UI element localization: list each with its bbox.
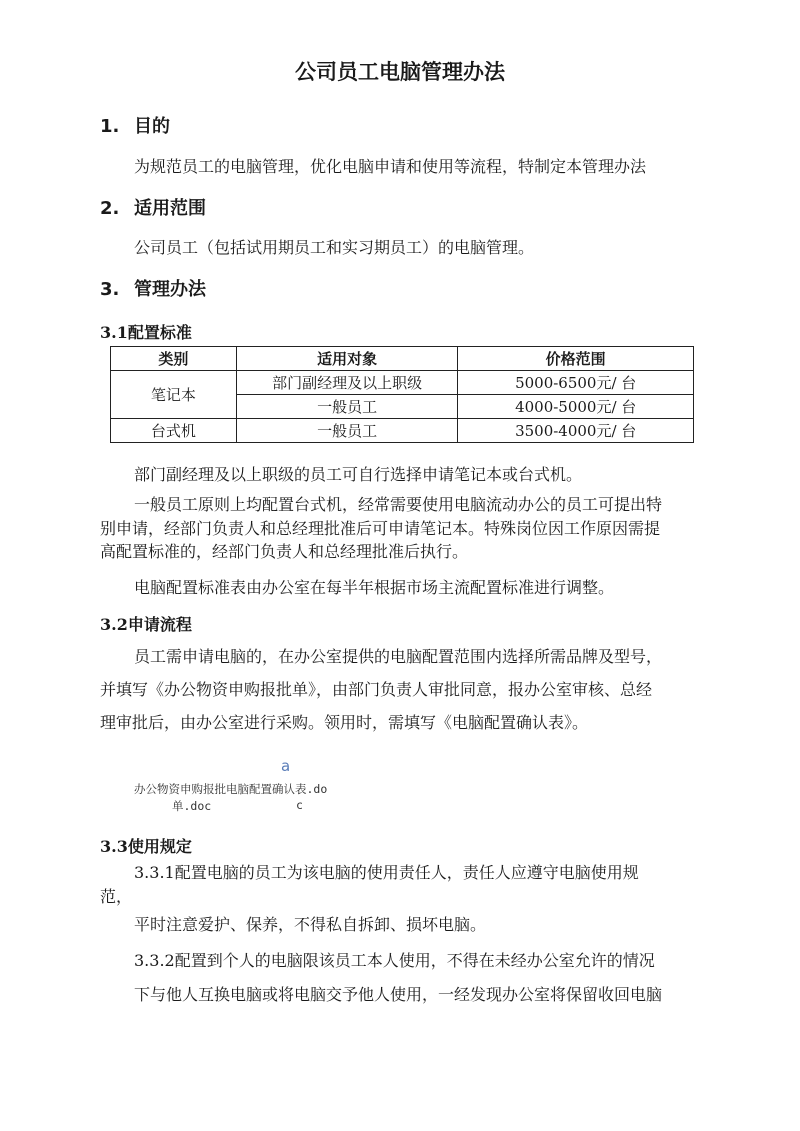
table-header-cell: 适用对象	[236, 347, 458, 371]
section-title: 适用范围	[134, 198, 206, 219]
section-heading-scope	[100, 194, 206, 220]
category-cell-laptop: 笔记本	[111, 371, 237, 419]
section-number: 1.	[100, 116, 120, 137]
target-cell: 一般员工	[236, 395, 458, 419]
attachment-purchase-form-file[interactable]: 单.doc	[172, 799, 212, 813]
application-paragraph-line-1: 员工需申请电脑的，在办公室提供的电脑配置范围内选择所需品牌及型号，	[134, 647, 663, 666]
attachment-file-icon[interactable]: a	[281, 757, 291, 775]
subsection-heading-config: 3.1配置标准	[100, 323, 192, 342]
usage-rule-2-line-1: 3.3.2配置到个人的电脑限该员工本人使用，不得在未经办公室允许的情况	[134, 951, 655, 970]
table-header-cell: 价格范围	[458, 347, 694, 371]
table-header-cell: 类别	[111, 347, 237, 371]
config-standard-table	[110, 346, 694, 443]
usage-rule-2-line-2: 下与他人互换电脑或将电脑交予他人使用，一经发现办公室将保留收回电脑	[134, 985, 663, 1004]
target-cell: 部门副经理及以上职级	[236, 371, 458, 395]
price-cell: 5000-6500元/ 台	[458, 371, 694, 395]
attachment-confirm-form-file[interactable]: c	[296, 798, 303, 812]
application-paragraph-line-3: 理审批后，由办公室进行采购。领用时，需填写《电脑配置确认表》。	[100, 713, 589, 732]
section-title: 管理办法	[134, 279, 206, 300]
config-paragraph-1: 部门副经理及以上职级的员工可自行选择申请笔记本或台式机。	[134, 465, 583, 484]
config-paragraph-2-line-3: 高配置标准的，经部门负责人和总经理批准后执行。	[100, 542, 469, 561]
usage-rule-1-line-1: 3.3.1配置电脑的员工为该电脑的使用责任人，责任人应遵守电脑使用规	[134, 863, 639, 882]
section-title: 目的	[134, 116, 170, 137]
price-cell: 4000-5000元/ 台	[458, 395, 694, 419]
price-cell: 3500-4000元/ 台	[458, 419, 694, 443]
table-row	[111, 419, 694, 443]
category-cell-desktop: 台式机	[111, 419, 237, 443]
section-heading-purpose	[100, 112, 170, 138]
section-heading-management	[100, 275, 206, 301]
section-number: 3.	[100, 279, 120, 300]
table-row	[111, 371, 694, 395]
table-header-row	[111, 347, 694, 371]
target-cell: 一般员工	[236, 419, 458, 443]
page-title: 公司员工电脑管理办法	[295, 60, 505, 84]
config-paragraph-2-line-1: 一般员工原则上均配置台式机，经常需要使用电脑流动办公的员工可提出特	[134, 495, 663, 514]
config-paragraph-2-line-2: 别申请，经部门负责人和总经理批准后可申请笔记本。特殊岗位因工作原因需提	[100, 519, 661, 538]
usage-rule-1-line-2: 范，	[100, 887, 133, 906]
purpose-text: 为规范员工的电脑管理，优化电脑申请和使用等流程，特制定本管理办法	[134, 157, 647, 176]
subsection-heading-application: 3.2申请流程	[100, 615, 192, 634]
application-paragraph-line-2: 并填写《办公物资申购报批单》，由部门负责人审批同意，报办公室审核、总经	[100, 680, 653, 699]
section-number: 2.	[100, 198, 120, 219]
subsection-heading-usage: 3.3使用规定	[100, 837, 192, 856]
attachment-caption-line[interactable]: 办公物资申购报批电脑配置确认表.do	[134, 782, 328, 796]
scope-text: 公司员工（包括试用期员工和实习期员工）的电脑管理。	[134, 238, 535, 257]
usage-rule-1-line-3: 平时注意爱护、保养，不得私自拆卸、损坏电脑。	[134, 915, 487, 934]
config-paragraph-3: 电脑配置标准表由办公室在每半年根据市场主流配置标准进行调整。	[134, 578, 615, 597]
